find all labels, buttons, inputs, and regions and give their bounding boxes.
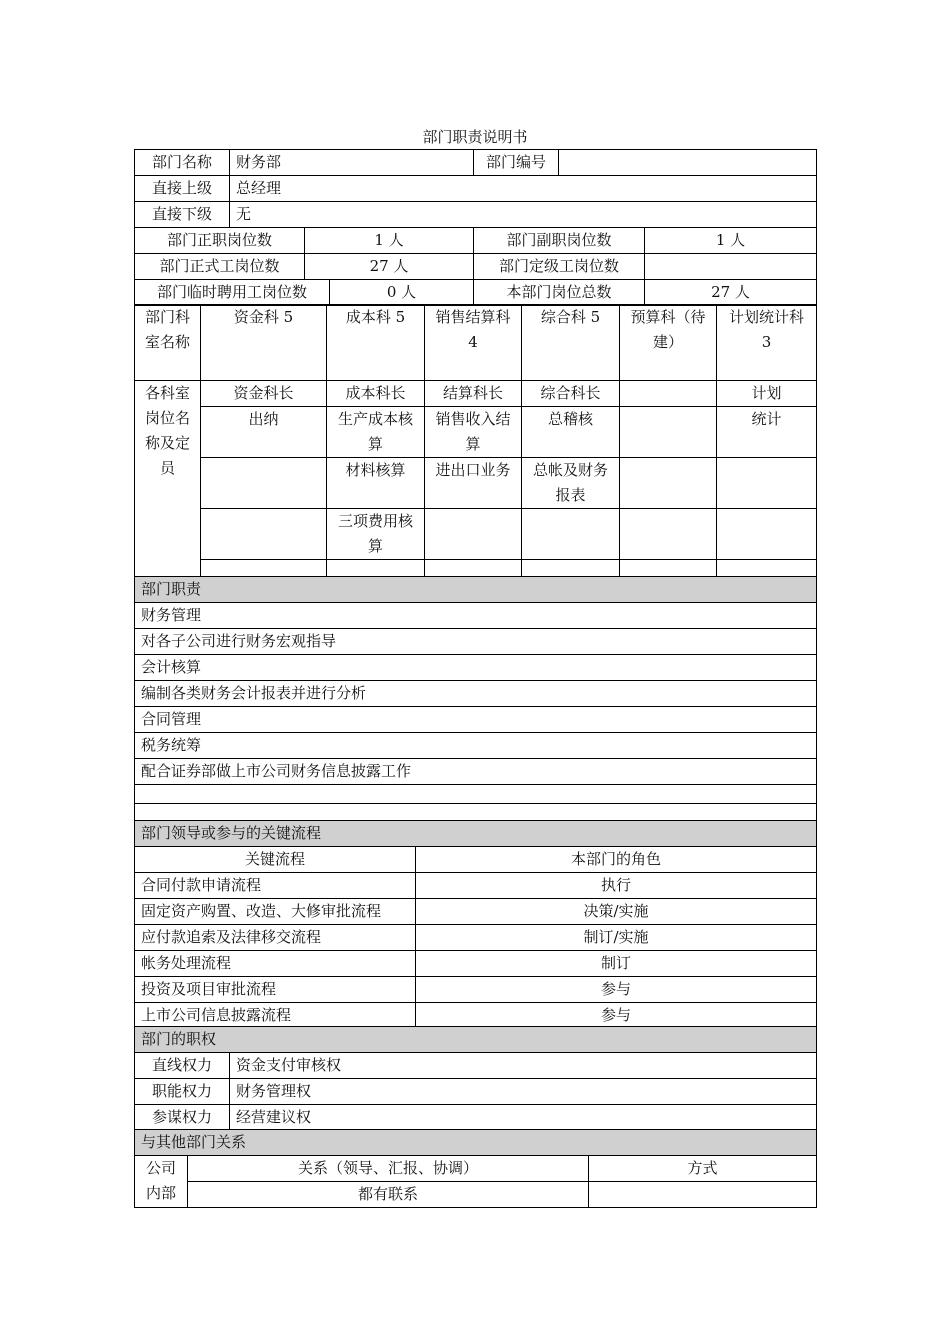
section-name: 预算科（待建） bbox=[620, 305, 717, 381]
total-count-value: 27 人 bbox=[645, 280, 817, 306]
process-role: 执行 bbox=[416, 873, 817, 899]
fixed-count-value bbox=[645, 254, 817, 280]
authority-content: 资金支付审核权 bbox=[230, 1053, 817, 1079]
temp-count-label: 部门临时聘用工岗位数 bbox=[135, 280, 330, 306]
process-name: 合同付款申请流程 bbox=[135, 873, 416, 899]
staff-cell: 统计 bbox=[717, 407, 817, 458]
deputy-count-label: 部门副职岗位数 bbox=[474, 228, 645, 254]
staff-cell: 总稽核 bbox=[522, 407, 620, 458]
duty-item: 税务统筹 bbox=[135, 733, 817, 759]
dept-name-value: 财务部 bbox=[230, 150, 474, 176]
staff-cell: 计划 bbox=[717, 381, 817, 407]
staff-cell: 出纳 bbox=[201, 407, 327, 458]
section-name: 销售结算科 4 bbox=[425, 305, 522, 381]
dept-no-value bbox=[559, 150, 817, 176]
relations-header: 与其他部门关系 bbox=[135, 1130, 817, 1156]
col-process-header: 关键流程 bbox=[135, 847, 416, 873]
process-role: 制订 bbox=[416, 951, 817, 977]
duty-item: 会计核算 bbox=[135, 655, 817, 681]
relations-table bbox=[134, 1129, 817, 1208]
superior-label: 直接上级 bbox=[135, 176, 230, 202]
staff-cell: 销售收入结算 bbox=[425, 407, 522, 458]
col-role-header: 本部门的角色 bbox=[416, 847, 817, 873]
method-value bbox=[589, 1182, 817, 1208]
superior-value: 总经理 bbox=[230, 176, 817, 202]
staff-cell: 三项费用核算 bbox=[327, 509, 425, 560]
process-role: 决策/实施 bbox=[416, 899, 817, 925]
processes-header: 部门领导或参与的关键流程 bbox=[135, 821, 817, 847]
staff-cell bbox=[620, 407, 717, 458]
dept-name-label: 部门名称 bbox=[135, 150, 230, 176]
sections-table bbox=[134, 304, 817, 579]
staff-cell bbox=[620, 381, 717, 407]
duty-item: 合同管理 bbox=[135, 707, 817, 733]
process-name: 固定资产购置、改造、大修审批流程 bbox=[135, 899, 416, 925]
staff-cell: 总帐及财务报表 bbox=[522, 458, 620, 509]
authority-content: 财务管理权 bbox=[230, 1079, 817, 1105]
duty-item: 编制各类财务会计报表并进行分析 bbox=[135, 681, 817, 707]
col-method-header: 方式 bbox=[589, 1156, 817, 1182]
staff-cell bbox=[425, 509, 522, 560]
dept-no-label: 部门编号 bbox=[474, 150, 559, 176]
authority-type: 职能权力 bbox=[135, 1079, 230, 1105]
authority-table bbox=[134, 1026, 817, 1131]
duty-item: 对各子公司进行财务宏观指导 bbox=[135, 629, 817, 655]
chief-count-label: 部门正职岗位数 bbox=[135, 228, 305, 254]
section-name: 成本科 5 bbox=[327, 305, 425, 381]
staff-cell bbox=[717, 509, 817, 560]
staff-cell: 综合科长 bbox=[522, 381, 620, 407]
subordinate-label: 直接下级 bbox=[135, 202, 230, 228]
duties-table bbox=[134, 576, 817, 823]
process-role: 参与 bbox=[416, 977, 817, 1003]
duty-item: 财务管理 bbox=[135, 603, 817, 629]
processes-table bbox=[134, 820, 817, 1029]
duty-item: 配合证券部做上市公司财务信息披露工作 bbox=[135, 759, 817, 785]
staff-cell bbox=[522, 509, 620, 560]
staff-cell: 资金科长 bbox=[201, 381, 327, 407]
authority-content: 经营建议权 bbox=[230, 1105, 817, 1131]
staff-cell bbox=[201, 509, 327, 560]
sections-label: 部门科室名称 bbox=[135, 305, 201, 381]
staff-cell bbox=[620, 509, 717, 560]
authority-type: 参谋权力 bbox=[135, 1105, 230, 1131]
section-name: 计划统计科 3 bbox=[717, 305, 817, 381]
section-name: 资金科 5 bbox=[201, 305, 327, 381]
relation-value: 都有联系 bbox=[188, 1182, 589, 1208]
temp-count-value: 0 人 bbox=[330, 280, 474, 306]
process-role: 参与 bbox=[416, 1003, 817, 1029]
col-relation-header: 关系（领导、汇报、协调） bbox=[188, 1156, 589, 1182]
position-count-table bbox=[134, 227, 817, 306]
subordinate-value: 无 bbox=[230, 202, 817, 228]
process-name: 应付款追索及法律移交流程 bbox=[135, 925, 416, 951]
section-name: 综合科 5 bbox=[522, 305, 620, 381]
basic-info-table bbox=[134, 149, 817, 228]
authority-header: 部门的职权 bbox=[135, 1027, 817, 1053]
total-count-label: 本部门岗位总数 bbox=[474, 280, 645, 306]
staff-cell bbox=[201, 458, 327, 509]
staff-cell: 结算科长 bbox=[425, 381, 522, 407]
staff-cell bbox=[620, 458, 717, 509]
process-name: 上市公司信息披露流程 bbox=[135, 1003, 416, 1029]
deputy-count-value: 1 人 bbox=[645, 228, 817, 254]
staff-cell: 材料核算 bbox=[327, 458, 425, 509]
process-name: 帐务处理流程 bbox=[135, 951, 416, 977]
authority-type: 直线权力 bbox=[135, 1053, 230, 1079]
page-title: 部门职责说明书 bbox=[422, 128, 528, 146]
process-role: 制订/实施 bbox=[416, 925, 817, 951]
staffing-label: 各科室岗位名称及定员 bbox=[135, 381, 201, 579]
process-name: 投资及项目审批流程 bbox=[135, 977, 416, 1003]
formal-count-label: 部门正式工岗位数 bbox=[135, 254, 305, 280]
staff-cell: 成本科长 bbox=[327, 381, 425, 407]
fixed-count-label: 部门定级工岗位数 bbox=[474, 254, 645, 280]
relations-scope: 公司内部 bbox=[135, 1156, 188, 1208]
staff-cell: 生产成本核算 bbox=[327, 407, 425, 458]
duties-header: 部门职责 bbox=[135, 577, 817, 603]
staff-cell: 进出口业务 bbox=[425, 458, 522, 509]
duty-item bbox=[135, 785, 817, 804]
formal-count-value: 27 人 bbox=[305, 254, 474, 280]
chief-count-value: 1 人 bbox=[305, 228, 474, 254]
staff-cell bbox=[717, 458, 817, 509]
